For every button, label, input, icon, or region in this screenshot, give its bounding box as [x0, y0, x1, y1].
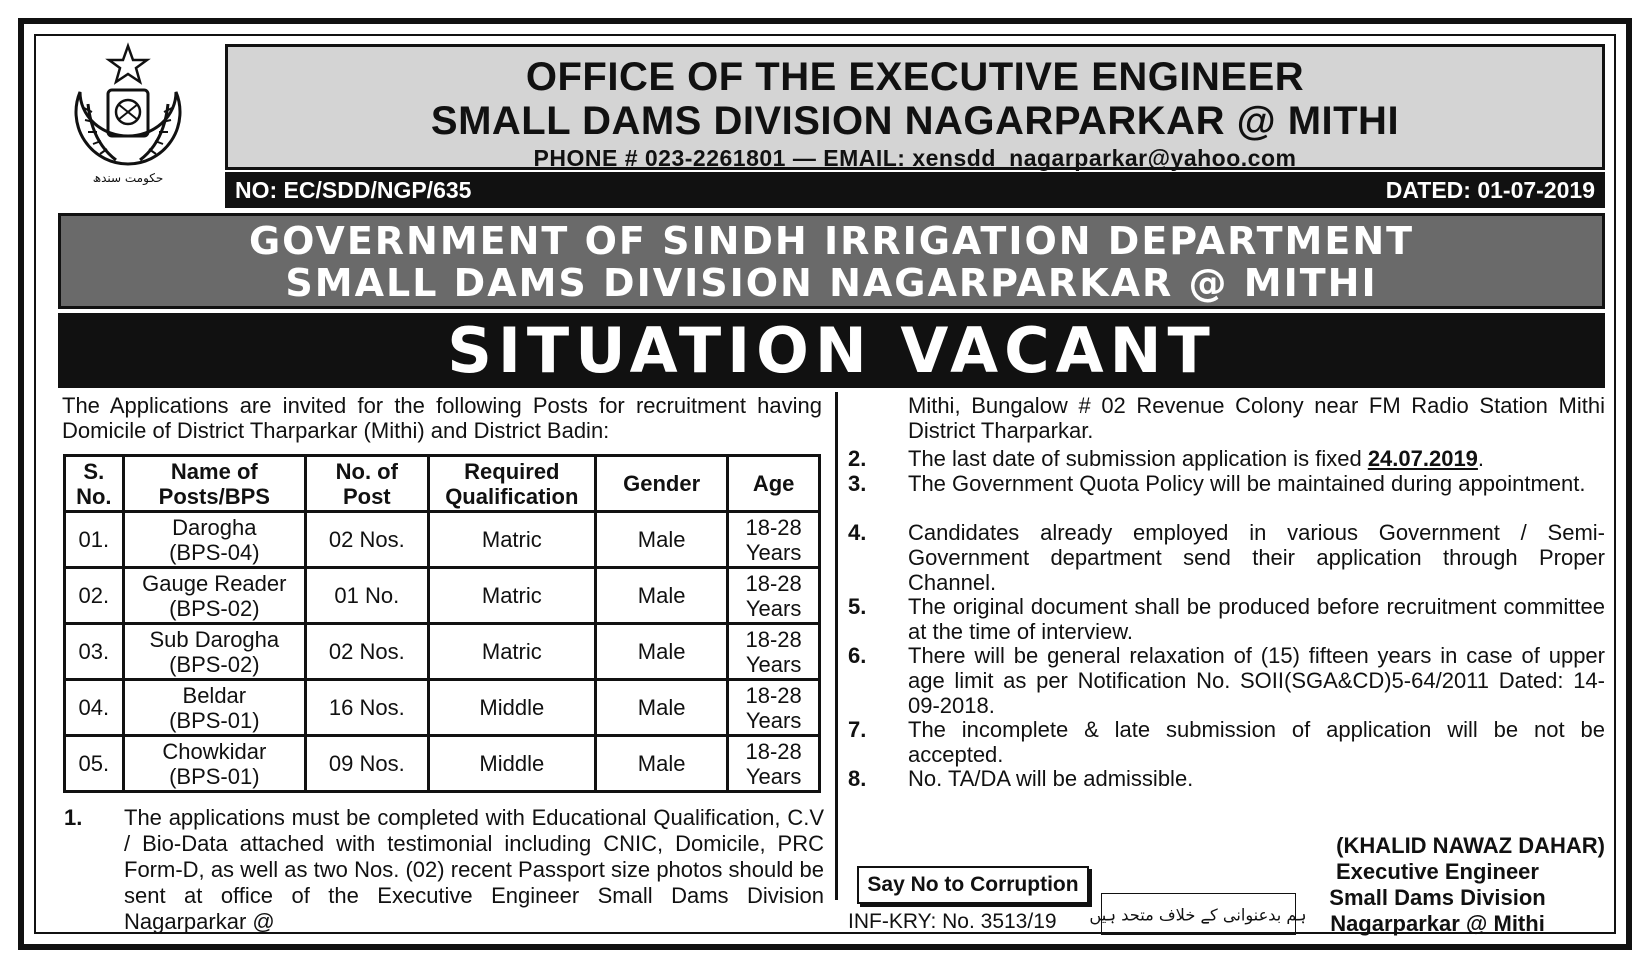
table-row [65, 512, 820, 568]
office-contact: PHONE # 023-2261801 — EMAIL: xensdd_nagarparkar@yahoo.com [533, 145, 1297, 171]
cell-post-name: Gauge Reader (BPS-02) [123, 568, 305, 624]
cell-gender: Male [596, 680, 728, 736]
item-number: 6. [848, 643, 867, 668]
cell-qualification: Matric [428, 512, 595, 568]
emblem-caption: حکومت سندھ [92, 171, 164, 185]
item-1-continued: Mithi, Bungalow # 02 Revenue Colony near FM Radio Station Mithi District Tharparkar. [908, 393, 1605, 443]
cell-post-name: Sub Darogha (BPS-02) [123, 624, 305, 680]
header-posts: No. of Post [305, 456, 428, 512]
cell-sno: 03. [65, 624, 124, 680]
cell-posts: 01 No. [305, 568, 428, 624]
header-age: Age [728, 456, 820, 512]
reference-bar [225, 172, 1605, 208]
item-text: The incomplete & late submission of application will be not be accepted. [908, 717, 1605, 767]
office-title-line2: SMALL DAMS DIVISION NAGARPARKAR @ MITHI [430, 99, 1400, 143]
item-text: The Government Quota Policy will be maintained during appointment. [908, 471, 1586, 496]
item-text: The last date of submission application is fixed 24.07.2019. [908, 446, 1485, 471]
item-text: The original document shall be produced before recruitment committee at the time of interview. [908, 594, 1605, 644]
item-number: 7. [848, 717, 867, 742]
column-divider [835, 392, 838, 900]
reference-date: DATED: 01-07-2019 [1385, 176, 1595, 203]
reference-number: NO: EC/SDD/NGP/635 [235, 176, 472, 203]
government-line2: SMALL DAMS DIVISION NAGARPARKAR @ MITHI [285, 261, 1378, 305]
item-text: There will be general relaxation of (15) fifteen years in case of upper age limit as per Notification No. SOII(SGA&CD)5-64/2011 Dated: 14-09-2018. [908, 643, 1605, 718]
item-number: 3. [848, 471, 867, 496]
cell-age: 18-28 Years [728, 512, 820, 568]
last-date: 24.07.2019 [1367, 446, 1478, 471]
item-number: 5. [848, 594, 867, 619]
cell-posts: 16 Nos. [305, 680, 428, 736]
cell-gender: Male [596, 624, 728, 680]
cell-age: 18-28 Years [728, 680, 820, 736]
cell-posts: 09 Nos. [305, 736, 428, 792]
cell-sno: 04. [65, 680, 124, 736]
signatory-place: Nagarparkar @ Mithi [1330, 911, 1545, 936]
table-row [65, 624, 820, 680]
cell-posts: 02 Nos. [305, 512, 428, 568]
cell-sno: 05. [65, 736, 124, 792]
table-header-row [65, 456, 820, 512]
cell-sno: 01. [65, 512, 124, 568]
signatory-name: (KHALID NAWAZ DAHAR) [1336, 833, 1605, 858]
cell-post-name: Darogha (BPS-04) [123, 512, 305, 568]
header-name: Name of Posts/BPS [123, 456, 305, 512]
cell-posts: 02 Nos. [305, 624, 428, 680]
item-number: 1. [64, 805, 83, 830]
sindh-government-emblem [58, 42, 198, 187]
vacancy-table [63, 454, 821, 793]
cell-qualification: Matric [428, 624, 595, 680]
office-header [225, 44, 1605, 170]
cell-qualification: Middle [428, 736, 595, 792]
cell-age: 18-28 Years [728, 568, 820, 624]
government-line1: GOVERNMENT OF SINDH IRRIGATION DEPARTMENT [248, 219, 1415, 263]
cell-age: 18-28 Years [728, 624, 820, 680]
cell-post-name: Chowkidar (BPS-01) [123, 736, 305, 792]
header-sno: S. No. [65, 456, 124, 512]
situation-vacant-banner [58, 313, 1605, 388]
cell-qualification: Middle [428, 680, 595, 736]
table-row [65, 736, 820, 792]
table-row [65, 680, 820, 736]
urdu-anti-corruption-slogan [1089, 893, 1307, 935]
cell-post-name: Beldar (BPS-01) [123, 680, 305, 736]
item-number: 8. [848, 766, 867, 791]
header-gender: Gender [596, 456, 728, 512]
intro-text: The Applications are invited for the following Posts for recruitment having Domicile of District Tharparkar (Mithi) and District Badin: [62, 393, 822, 443]
svg-text:ہم بدعنوانی کے خلاف متحد ہیں: ہم بدعنوانی کے خلاف متحد ہیں [1089, 905, 1307, 925]
item-number: 2. [848, 446, 867, 471]
item-text: Candidates already employed in various Government / Semi-Government department send their application through Proper Channel. [908, 520, 1605, 595]
cell-age: 18-28 Years [728, 736, 820, 792]
say-no-to-corruption-stamp: Say No to Corruption [857, 866, 1089, 904]
cell-gender: Male [596, 736, 728, 792]
item-number: 4. [848, 520, 867, 545]
government-banner [58, 213, 1605, 309]
signatory-division: Small Dams Division [1329, 885, 1546, 910]
cell-qualification: Matric [428, 568, 595, 624]
cell-sno: 02. [65, 568, 124, 624]
item-text: The applications must be completed with Educational Qualification, C.V / Bio-Data attached with testimonial including CNIC, Domicile, PRC Form-D, as well as two Nos. (02) recent Passport size photos should be sent at office of the Executive Engineer Small Dams Division Nagarparkar @ [124, 805, 824, 934]
cell-gender: Male [596, 512, 728, 568]
table-row [65, 568, 820, 624]
office-title-line1: OFFICE OF THE EXECUTIVE ENGINEER [525, 55, 1305, 99]
inf-kry-number: INF-KRY: No. 3513/19 [848, 910, 1057, 933]
signature-block [1265, 833, 1610, 937]
cell-gender: Male [596, 568, 728, 624]
header-qualification: Required Qualification [428, 456, 595, 512]
item-text: No. TA/DA will be admissible. [908, 766, 1194, 791]
situation-vacant-title: SITUATION VACANT [447, 314, 1216, 387]
signatory-title: Executive Engineer [1336, 859, 1539, 884]
